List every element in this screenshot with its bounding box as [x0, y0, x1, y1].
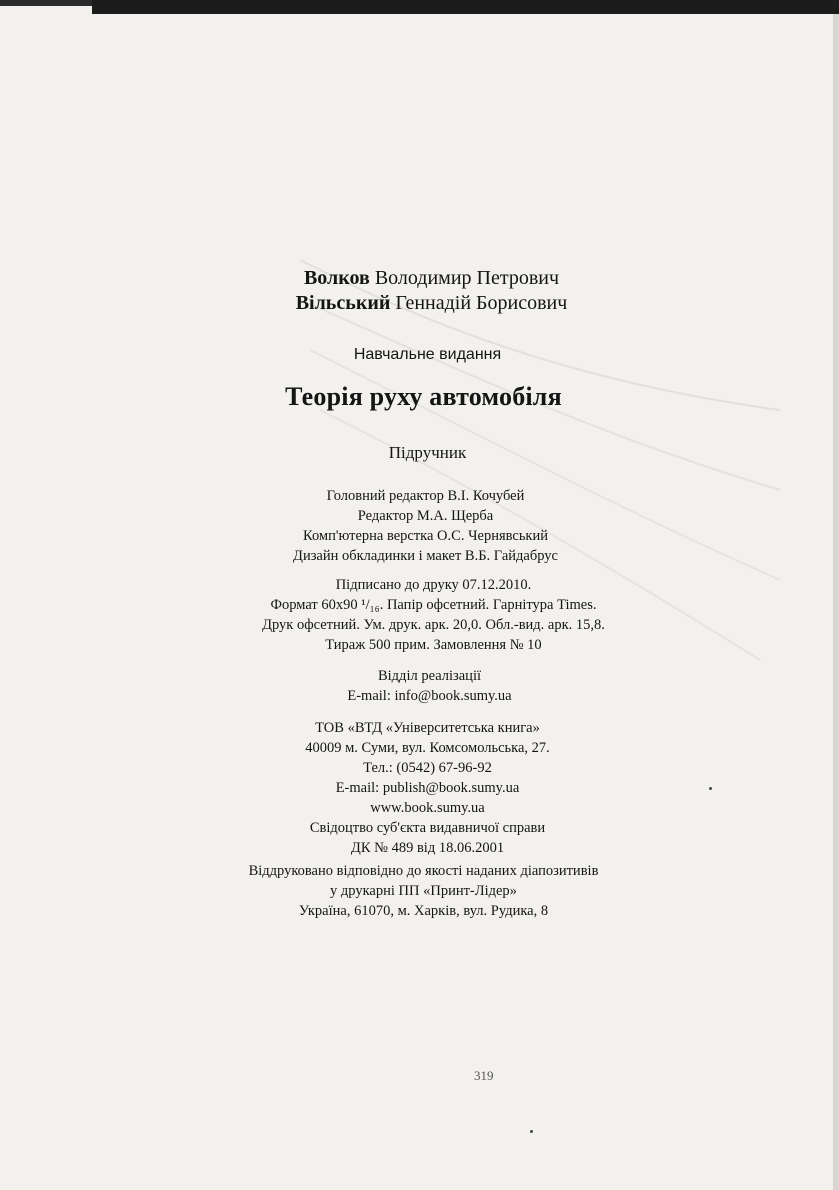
edition-type: Навчальне видання — [353, 346, 502, 363]
author-2 — [12, 292, 839, 315]
author-1-surname: Волков — [303, 267, 370, 289]
ink-speck — [530, 1130, 533, 1133]
chief-editor: Головний редактор В.І. Кочубей — [326, 488, 525, 504]
author-1 — [12, 267, 839, 290]
sales-heading: Відділ реалізації — [377, 668, 481, 684]
certificate-line-1: Свідоцтво суб'єкта видавничої справи — [309, 820, 546, 836]
editor: Редактор М.А. Щерба — [357, 508, 494, 524]
certificate-line-2: ДК № 489 від 18.06.2001 — [350, 840, 505, 856]
layout-editor: Комп'ютерна верстка О.С. Чернявський — [303, 528, 548, 544]
book-title: Теорія руху автомобіля — [285, 382, 562, 411]
page-number: 319 — [474, 1068, 494, 1083]
scan-top-edge — [92, 0, 839, 14]
scan-top-edge-left — [0, 0, 92, 6]
format-line: Формат 60x90 ¹/₁₆. Папір офсетний. Гарнітура Times. — [270, 597, 597, 613]
sales-email: E-mail: info@book.sumy.ua — [347, 688, 512, 704]
print-line: Друк офсетний. Ум. друк. арк. 20,0. Обл.-вид. арк. 15,8. — [262, 617, 605, 633]
ink-speck — [709, 787, 712, 790]
sales-block — [10, 666, 839, 706]
signed-date: Підписано до друку 07.12.2010. — [335, 577, 532, 593]
book-subtitle: Підручник — [388, 443, 467, 462]
publisher-email: E-mail: publish@book.sumy.ua — [335, 780, 520, 796]
publisher-address: 40009 м. Суми, вул. Комсомольська, 27. — [305, 740, 550, 756]
printing-line-1: Віддруковано відповідно до якості наданих діапозитивів — [248, 863, 599, 879]
author-2-surname: Вільський — [295, 292, 391, 314]
printing-block — [4, 861, 839, 921]
editors-block — [6, 486, 839, 566]
printing-line-2: у друкарні ПП «Принт-Лідер» — [330, 883, 517, 899]
printing-line-3: Україна, 61070, м. Харків, вул. Рудика, 8 — [298, 903, 549, 919]
author-1-given: Володимир Петрович — [374, 267, 560, 289]
print-details-block — [14, 575, 839, 655]
publisher-website: www.book.sumy.ua — [370, 800, 485, 816]
author-2-given: Геннадій Борисович — [395, 292, 568, 314]
publisher-block — [8, 718, 839, 858]
cover-designer: Дизайн обкладинки і макет В.Б. Гайдабрус — [293, 548, 558, 564]
publisher-phone: Тел.: (0542) 67-96-92 — [363, 760, 492, 776]
publisher-name: ТОВ «ВТД «Університетська книга» — [315, 720, 540, 736]
print-run: Тираж 500 прим. Замовлення № 10 — [325, 637, 542, 653]
